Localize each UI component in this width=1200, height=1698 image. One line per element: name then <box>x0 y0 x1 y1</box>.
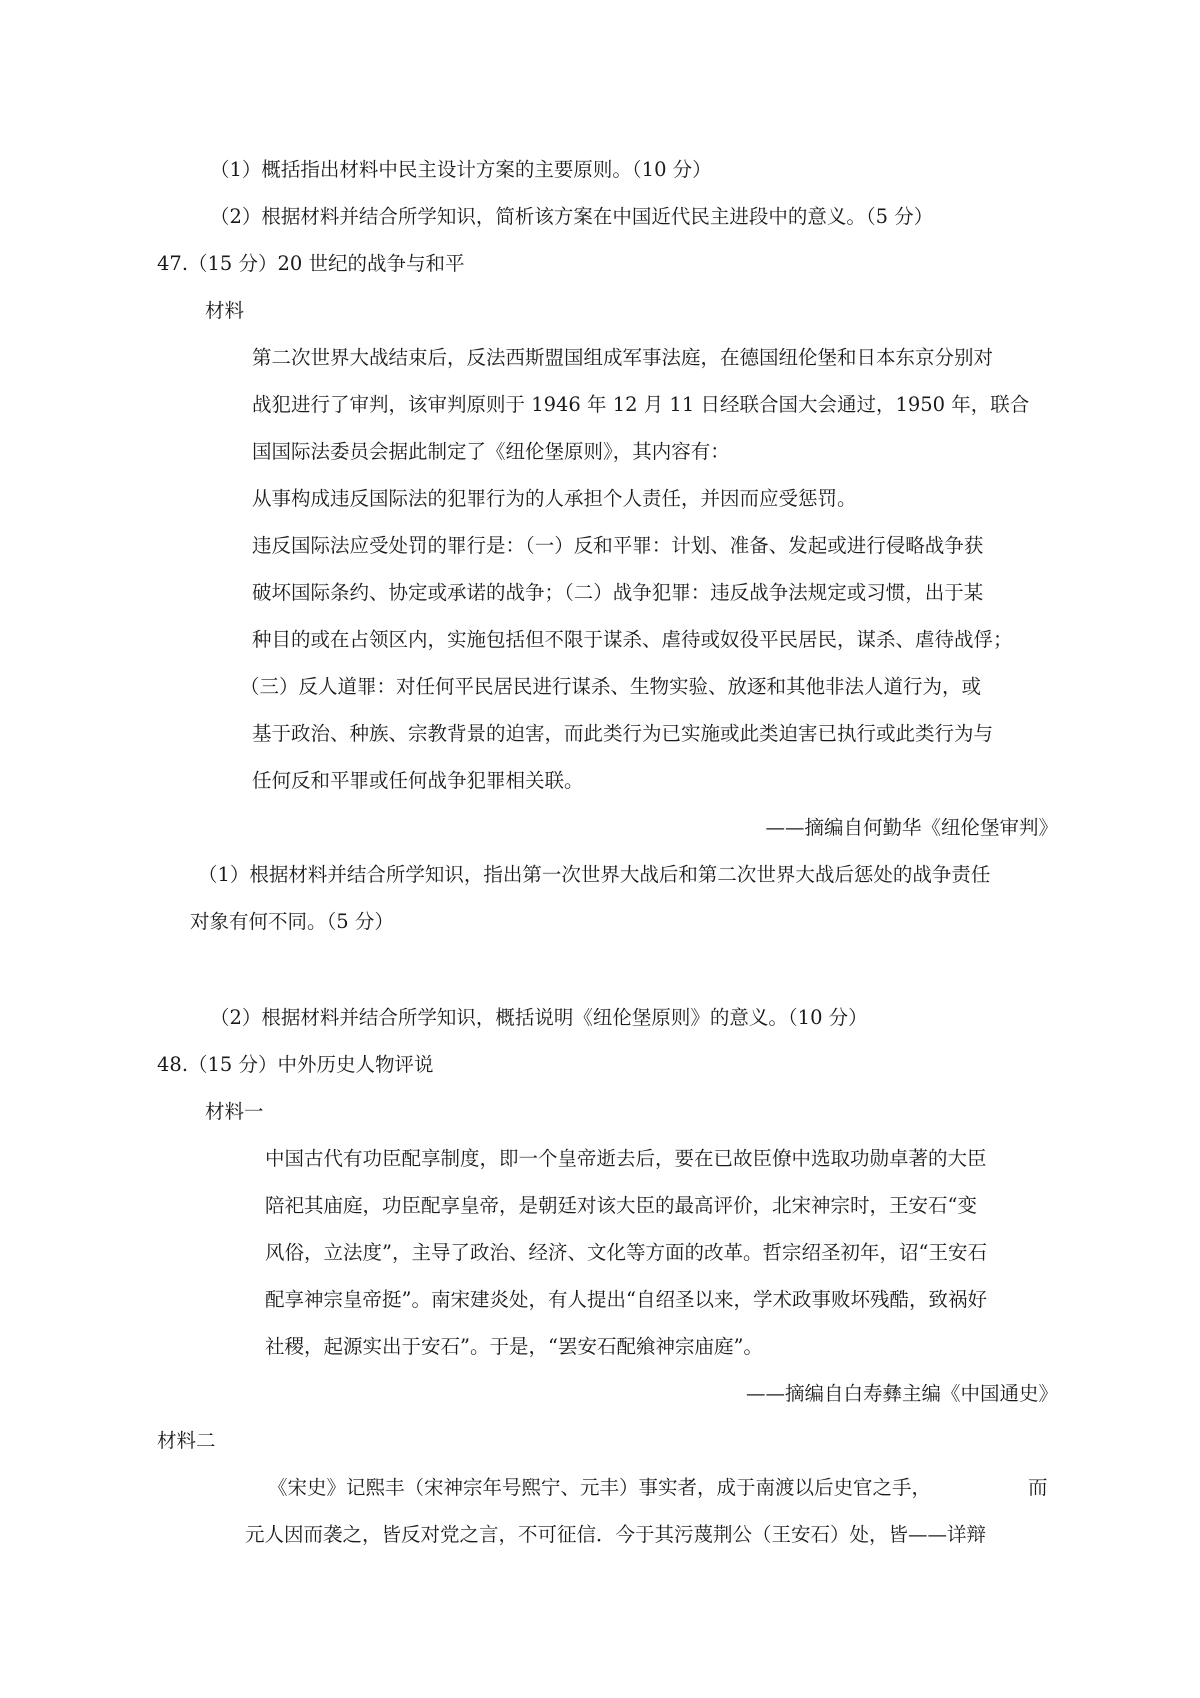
q46-subquestion-2: （2）根据材料并结合所学知识，简析该方案在中国近代民主进段中的意义。（5 分） <box>210 205 934 228</box>
q47-material-line: 违反国际法应受处罚的罪行是：（一）反和平罪：计划、准备、发起或进行侵略战争获 <box>252 534 984 557</box>
q47-material-line: 第二次世界大战结束后，反法西斯盟国组成军事法庭，在德国纽伦堡和日本东京分别对 <box>252 346 994 369</box>
q47-subquestion-1-line-2: 对象有何不同。（5 分） <box>190 910 394 933</box>
q47-material-line: 国国际法委员会据此制定了《纽伦堡原则》，其内容有： <box>252 440 730 463</box>
q47-heading: 47.（15 分）20 世纪的战争与和平 <box>157 252 465 275</box>
q48-material-2-line-1: 《宋史》记熙丰（宋神宗年号熙宁、元丰）事实者，成于南渡以后史官之手， <box>268 1476 932 1499</box>
q47-material-line: 基于政治、种族、宗教背景的迫害，而此类行为已实施或此类迫害已执行或此类行为与 <box>252 722 994 745</box>
q48-heading: 48.（15 分）中外历史人物评说 <box>157 1053 434 1076</box>
q47-source-citation: ——摘编自何勤华《纽伦堡审判》 <box>765 816 1058 839</box>
q47-material-line: 任何反和平罪或任何战争犯罪相关联。 <box>252 769 584 792</box>
q47-material-label: 材料 <box>205 299 245 322</box>
q47-material-line: （三）反人道罪：对任何平民居民进行谋杀、生物实验、放逐和其他非法人道行为，或 <box>240 675 982 698</box>
q48-material-2-line-2: 元人因而袭之，皆反对党之言，不可征信．今于其污蔑荆公（王安石）处，皆——详辩 <box>245 1523 987 1546</box>
q47-material-line: 种目的或在占领区内，实施包括但不限于谋杀、虐待或奴役平民居民，谋杀、虐待战俘； <box>252 628 1013 651</box>
q48-material-1-line: 陪祀其庙庭，功臣配享皇帝，是朝廷对该大臣的最高评价，北宋神宗时，王安石“变 <box>265 1194 977 1217</box>
q48-material-1-line: 中国古代有功臣配享制度，即一个皇帝逝去后，要在已故臣僚中选取功勋卓著的大臣 <box>265 1147 987 1170</box>
q47-subquestion-1-line-1: （1）根据材料并结合所学知识，指出第一次世界大战后和第二次世界大战后惩处的战争责任 <box>198 863 991 886</box>
q48-material-1-line: 社稷，起源实出于安石”。于是，“罢安石配飨神宗庙庭”。 <box>265 1335 763 1358</box>
q47-material-line: 破坏国际条约、协定或承诺的战争；（二）战争犯罪：违反战争法规定或习惯，出于某 <box>252 581 984 604</box>
q48-material-1-source: ——摘编自白寿彝主编《中国通史》 <box>745 1382 1058 1405</box>
q48-material-1-line: 配享神宗皇帝挺”。南宋建炎处，有人提出“自绍圣以来，学术政事败坏残酷，致祸好 <box>265 1288 987 1311</box>
q48-material-1-label: 材料一 <box>205 1100 264 1123</box>
q48-material-2-line-1-end: 而 <box>1028 1476 1048 1499</box>
q47-subquestion-2: （2）根据材料并结合所学知识，概括说明《纽伦堡原则》的意义。（10 分） <box>210 1006 868 1029</box>
q46-subquestion-1: （1）概括指出材料中民主设计方案的主要原则。（10 分） <box>210 158 712 181</box>
q47-material-line: 从事构成违反国际法的犯罪行为的人承担个人责任，并因而应受惩罚。 <box>252 487 857 510</box>
q48-material-2-label: 材料二 <box>157 1429 216 1452</box>
q48-material-1-line: 风俗，立法度”，主导了政治、经济、文化等方面的改革。哲宗绍圣初年，诏“王安石 <box>265 1241 987 1264</box>
q47-material-line: 战犯进行了审判，该审判原则于 1946 年 12 月 11 日经联合国大会通过，1950 年，联合 <box>252 393 1030 416</box>
